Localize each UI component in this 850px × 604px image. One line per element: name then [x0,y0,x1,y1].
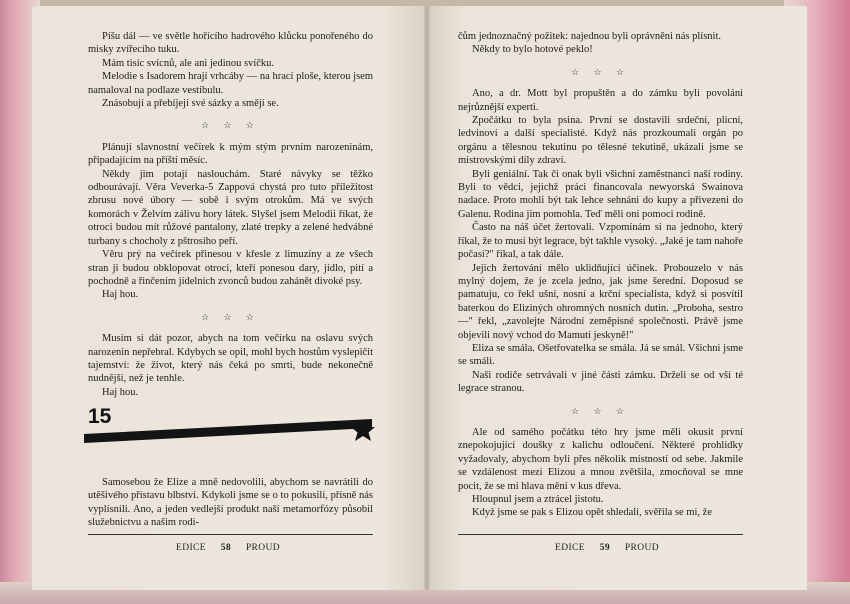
paragraph: Když jsme se pak s Elizou opět shledali, svěřila se mi, že [472,507,712,519]
left-low-section [88,332,373,399]
paragraph: Mám tisíc svícnů, ale ani jedinou svíčku. [102,57,275,69]
footer-page-number: 59 [599,543,611,553]
paragraph: Ano, a dr. Mott byl propuštěn a do zámku byli povoláni nejrůznější experti. [458,88,743,113]
paragraph: Někdy jim potají naslouchám. Staré návyky se těžko odbourávají. Věra Veverka-5 Zappová chystá pro tuto příležitost zbrusu nové úbory — sobě i svým otrokům. Má ve svých komorách v Želvím zálivu hory látek. Slyšel jsem Melodii říkat, že otroci budou mít růžové pantalony, zlaté trepky a zelené hedvábné turbany s chocholy z pštrosího peří. [88,168,373,247]
chapter-banner [84,408,380,448]
right-page-body [458,30,743,520]
section-break-stars: ☆ ☆ ☆ [571,66,630,77]
footer-series: EDICE [176,543,206,553]
footer-series: EDICE [555,543,585,553]
paragraph: Znásobují a přebíjejí své sázky a smějí se. [102,98,279,110]
footer-rule [88,534,373,535]
footer-rule [458,534,743,535]
chapter-number: 15 [88,405,112,428]
paragraph: Samosebou že Elize a mně nedovolili, abychom se navrátili do utěšivého přístavu blbství. Kdykoli jsme se o to pokusili, přísně nás vyplísnili. Ano, a jeden vedlejší produkt naší metamorfózy působil služebnictvu a našim rodi- [88,477,373,529]
paragraph: Eliza se smála. Ošetřovatelka se smála. Já se smál. Všichni jsme se smáli. [458,342,743,368]
paragraph: Melodie s Isadorem hrají vrhcáby — na hrací ploše, kterou jsem namaloval na podlaze vestibulu. [88,71,373,96]
paragraph: Hloupnul jsem a ztrácel jistotu. [472,494,604,505]
left-page-body [88,30,373,399]
paragraph: Jejich žertování mělo uklidňující účinek. Probouzelo v nás mylný dojem, že je zcela jedno, jak jsme šerední. Doposud se pamatuju, co řekl ušní, nosní a krční specialista, když si posvítil baterkou do Eliziných ohromných nosních dutin. „Proboha, sestro —" řekl, „zavolejte Národní zeměpisné společnosti. Právě jsme objevili nový vchod do Mamutí jeskyně!" [458,262,743,341]
footer-imprint: PROUD [245,543,281,553]
chapter-opening [88,476,373,530]
paragraph: Naši rodiče setrvávali v jiné části zámku. Drželi se od vší té legrace stranou. [458,369,743,395]
paragraph: Byli geniální. Tak či onak byli všichni zaměstnanci naší rodiny. Byli to vědci, jejichž práci financovala newyorská Swainova nadace. Proto mohli být tak lehce sehnáni do kupy a přivezeni do Galenu. Rodina jim pomohla. Teď měli oni pomoci rodině. [458,168,743,220]
paragraph: Musím si dát pozor, abych na tom večírku na oslavu svých narozenin nepřebral. Kdybych se opil, mohl bych hostům vyslepičit tajemství: že život, který nás čeká po smrti, bude nekonečně nudnější, než je tenhle. [88,333,373,385]
footer-imprint: PROUD [624,543,660,553]
footer-page-number: 58 [220,543,232,553]
paragraph: Někdy to bylo hotové peklo! [472,44,593,56]
paragraph: Zpočátku to byla psina. První se dostavili srdeční, plicní, ledvinoví a další specialisté. Když nás prozkoumali orgán po orgánu a tělesnou tekutinu po tělesné tekutině, ukázali jsme se mistrovskými díly zdraví. [458,115,743,167]
paragraph: Plánují slavnostní večírek k mým stým prvním narozeninám, připadajícím na příští měsíc. [88,141,373,167]
paragraph: Věru prý na večírek přinesou v křesle z limuzíny a ze všech stran ji budou obklopovat otroci, kteří ponesou dary, jídlo, pití a pochodně a řinčením jídelních zvonců budou zahánět divoké psy. [88,249,373,287]
paragraph: Píšu dál — ve světle hořícího hadrového klůcku ponořeného do misky zvířecího tuku. [88,31,373,56]
paragraph: Haj hou. [102,386,139,398]
paragraph: Haj hou. [102,289,139,301]
paragraph: Často na náš účet žertovali. Vzpomínám si na jednoho, který říkal, že to musí být legrace, být takhle vysoký. „Jaké je tam nahoře počasí?" říkal, a tak dále. [458,222,743,261]
section-break-stars: ☆ ☆ ☆ [201,311,260,322]
chapter-banner-stripe [84,419,372,443]
paragraph: Ale od samého počátku této hry jsme měli okusit první znepokojující doušky z kalichu odloučení. Některé prohlídky vyžadovaly, abychom byli přes několik místností od sebe. Jakmile se vzdálenost mezi Elizou a mnou zvětšila, zmocňoval se mne pocit, že se mi hlava mění v kus dřeva. [458,426,743,492]
paragraph: čům jednoznačný požitek: najednou byli oprávněni nás plísnit. [458,31,722,42]
section-break-stars: ☆ ☆ ☆ [201,120,260,131]
left-footer [176,543,280,553]
left-top-section [88,30,373,110]
section-break-stars: ☆ ☆ ☆ [571,405,630,416]
book-gutter [424,6,430,590]
left-mid-section [88,141,373,302]
right-footer [555,543,659,553]
